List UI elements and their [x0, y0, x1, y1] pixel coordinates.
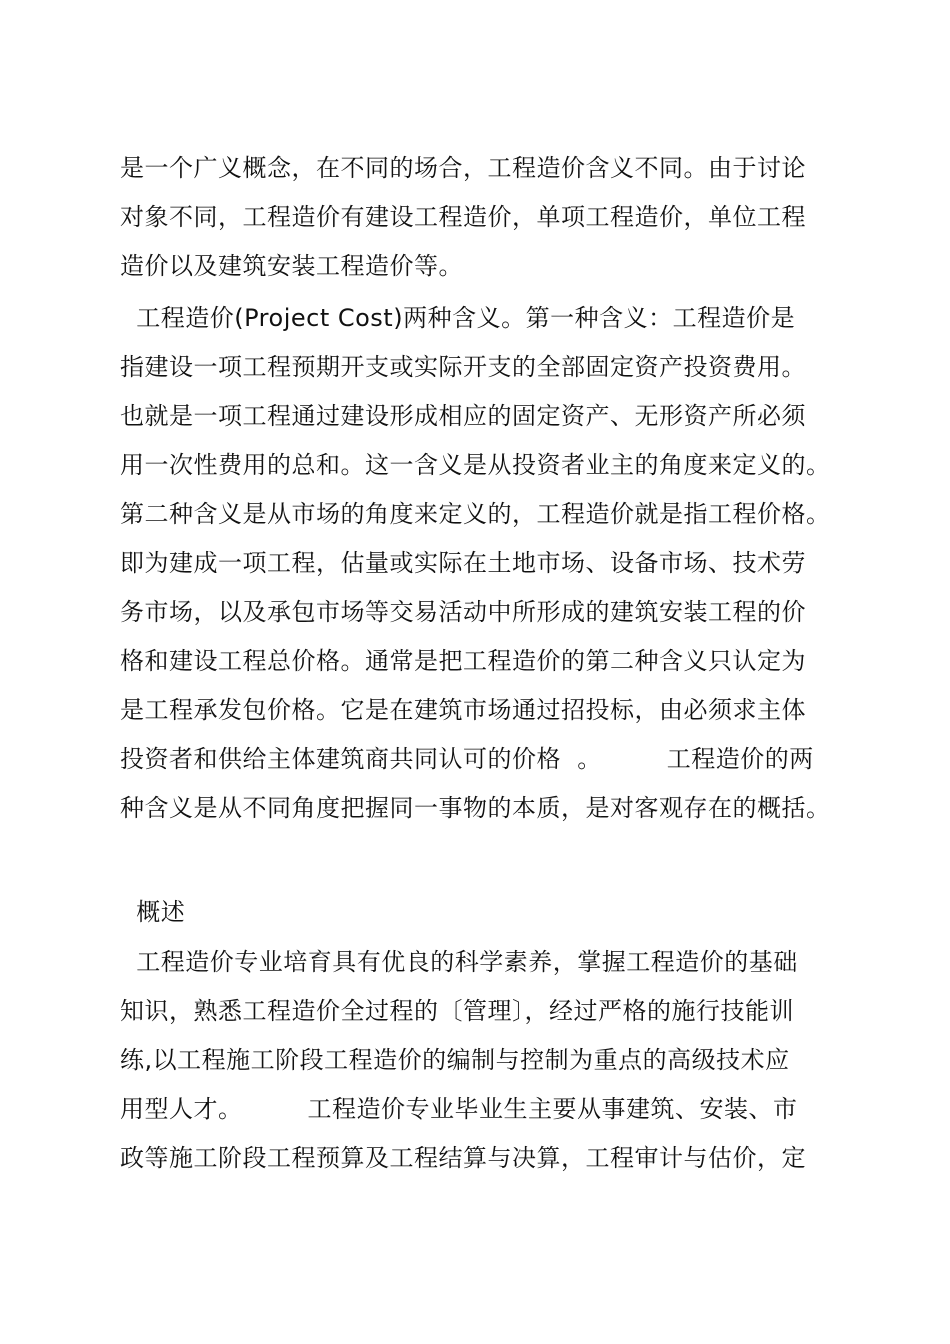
text-line: 练,以工程施工阶段工程造价的编制与控制为重点的高级技术应	[120, 1046, 790, 1074]
text-line: 格和建设工程总价格。通常是把工程造价的第二种含义只认定为	[120, 647, 806, 675]
text-line: 工程造价(Project Cost)两种含义。第一种含义：工程造价是	[120, 304, 796, 332]
text-line: 是工程承发包价格。它是在建筑市场通过招投标，由必须求主体	[120, 696, 806, 724]
text-line: 造价以及建筑安装工程造价等。	[120, 252, 463, 280]
text-line: 即为建成一项工程，估量或实际在土地市场、设备市场、技术劳	[120, 549, 806, 577]
text-line: 投资者和供给主体建筑商共同认可的价格 。 工程造价的两	[120, 745, 814, 773]
text-line: 知识，熟悉工程造价全过程的〔管理〕，经过严格的施行技能训	[120, 997, 794, 1025]
text-line: 政等施工阶段工程预算及工程结算与决算，工程审计与估价，定	[120, 1144, 806, 1172]
text-line: 第二种含义是从市场的角度来定义的，工程造价就是指工程价格。	[120, 500, 831, 528]
text-line: 指建设一项工程预期开支或实际开支的全部固定资产投资费用。	[120, 353, 806, 381]
text-line: 是一个广义概念，在不同的场合，工程造价含义不同。由于讨论	[120, 154, 806, 182]
text-line: 用一次性费用的总和。这一含义是从投资者业主的角度来定义的。	[120, 451, 831, 479]
text-line: 种含义是从不同角度把握同一事物的本质，是对客观存在的概括。	[120, 794, 831, 822]
section-heading: 概述	[120, 898, 186, 926]
text-line: 对象不同，工程造价有建设工程造价，单项工程造价，单位工程	[120, 203, 806, 231]
text-line: 务市场，以及承包市场等交易活动中所形成的建筑安装工程的价	[120, 598, 806, 626]
text-line: 也就是一项工程通过建设形成相应的固定资产、无形资产所必须	[120, 402, 806, 430]
text-line: 工程造价专业培育具有优良的科学素养，掌握工程造价的基础	[120, 948, 798, 976]
text-line: 用型人才。 工程造价专业毕业生主要从事建筑、安装、市	[120, 1095, 798, 1123]
